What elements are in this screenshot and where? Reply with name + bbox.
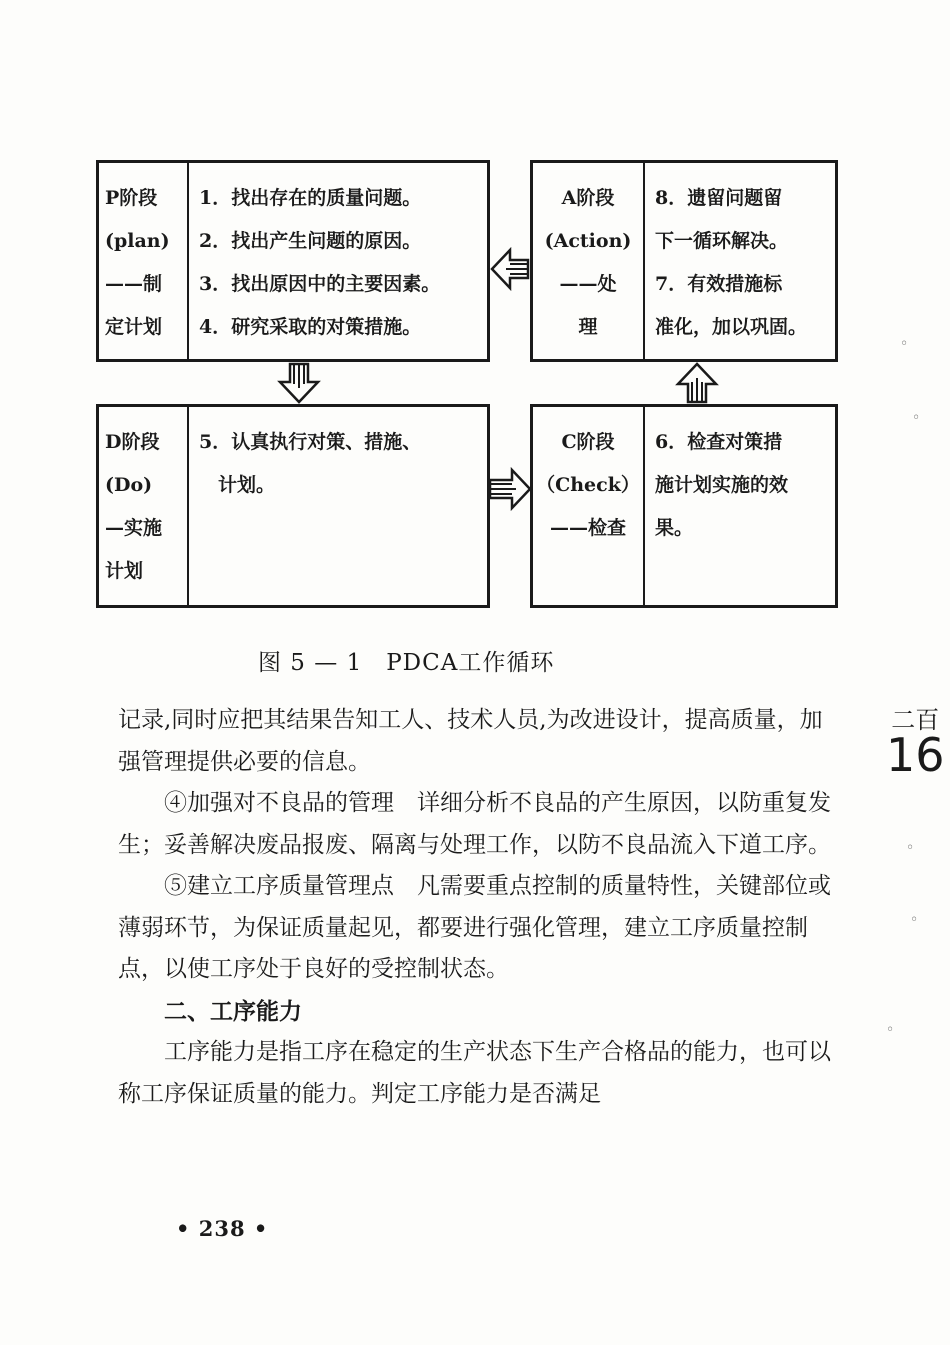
p-stage-label-line: (plan) <box>105 230 170 252</box>
body-paragraph: ⑤建立工序质量管理点 凡需要重点控制的质量特性，关键部位或薄弱环节，为保证质量起见，都要进行强化管理，建立工序质量控制点，以使工序处于良好的受控制状态。 <box>118 873 831 982</box>
body-paragraph: 工序能力是指工序在稳定的生产状态下生产合格品的能力，也可以称工序保证质量的能力。判定工序能力是否满足 <box>118 1039 831 1107</box>
margin-note-number: 16 <box>886 728 945 782</box>
c-step: 果。 <box>655 517 694 539</box>
c-step: 6．检查对策措 <box>655 431 783 453</box>
d-stage-label-line: —实施 <box>105 517 163 539</box>
scan-speck: ◦ <box>906 840 915 856</box>
c-stage-box <box>530 404 838 608</box>
a-stage-label-line: A阶段 <box>561 187 615 209</box>
p-stage-label-line: ——制 <box>105 273 163 295</box>
d-step: 计划。 <box>199 474 276 496</box>
c-stage-steps <box>645 407 788 605</box>
d-stage-label-line: D阶段 <box>105 431 160 453</box>
arrow-left-icon <box>490 246 530 292</box>
d-stage-label <box>99 407 189 605</box>
p-step: 3．找出原因中的主要因素。 <box>199 273 441 295</box>
d-stage-label-line: (Do) <box>105 474 153 496</box>
d-step: 5．认真执行对策、措施、 <box>199 431 422 453</box>
c-stage-label-line: （Check） <box>536 474 640 496</box>
arrow-up-icon <box>674 362 720 404</box>
body-paragraph: 记录,同时应把其结果告知工人、技术人员,为改进设计，提高质量，加强管理提供必要的信息。 <box>118 707 823 775</box>
scan-speck: ◦ <box>910 912 919 928</box>
c-stage-label <box>533 407 645 605</box>
a-step: 准化，加以巩固。 <box>655 316 808 338</box>
p-stage-steps <box>189 163 440 359</box>
p-stage-label <box>99 163 189 359</box>
p-step: 4．研究采取的对策措施。 <box>199 316 422 338</box>
a-stage-box <box>530 160 838 362</box>
p-stage-label-line: 定计划 <box>105 316 163 338</box>
section-heading: 二、工序能力 <box>164 997 302 1025</box>
d-stage-steps <box>189 407 421 605</box>
margin-note <box>886 706 945 782</box>
p-stage-box <box>96 160 490 362</box>
a-stage-label-line: ——处 <box>559 273 617 295</box>
c-stage-label-line: C阶段 <box>561 431 615 453</box>
d-stage-label-line: 计划 <box>105 560 144 582</box>
body-paragraph: ④加强对不良品的管理 详细分析不良品的产生原因，以防重复发生；妥善解决废品报废、隔离与处理工作，以防不良品流入下道工序。 <box>118 790 831 858</box>
a-stage-label-line: 理 <box>578 316 598 338</box>
page-number: • 238 • <box>176 1216 269 1241</box>
c-stage-label-line: ——检查 <box>549 517 626 539</box>
figure-caption: 图 5 — 1 PDCA工作循环 <box>258 650 555 676</box>
scan-speck: ◦ <box>900 336 909 352</box>
a-stage-label-line: (Action) <box>544 230 632 252</box>
scan-speck: ◦ <box>886 1022 895 1038</box>
body-text <box>118 700 836 1115</box>
d-stage-box <box>96 404 490 608</box>
a-step: 7．有效措施标 <box>655 273 783 295</box>
margin-note-top: 二百 <box>891 706 940 734</box>
a-stage-steps <box>645 163 807 359</box>
arrow-down-icon <box>276 362 322 404</box>
a-stage-label <box>533 163 645 359</box>
c-step: 施计划实施的效 <box>655 474 789 496</box>
p-step: 2．找出产生问题的原因。 <box>199 230 422 252</box>
p-stage-label-line: P阶段 <box>105 187 158 209</box>
p-step: 1．找出存在的质量问题。 <box>199 187 422 209</box>
scan-speck: ◦ <box>912 410 921 426</box>
a-step: 8．遗留问题留 <box>655 187 783 209</box>
arrow-right-icon <box>488 466 532 512</box>
a-step: 下一循环解决。 <box>655 230 789 252</box>
